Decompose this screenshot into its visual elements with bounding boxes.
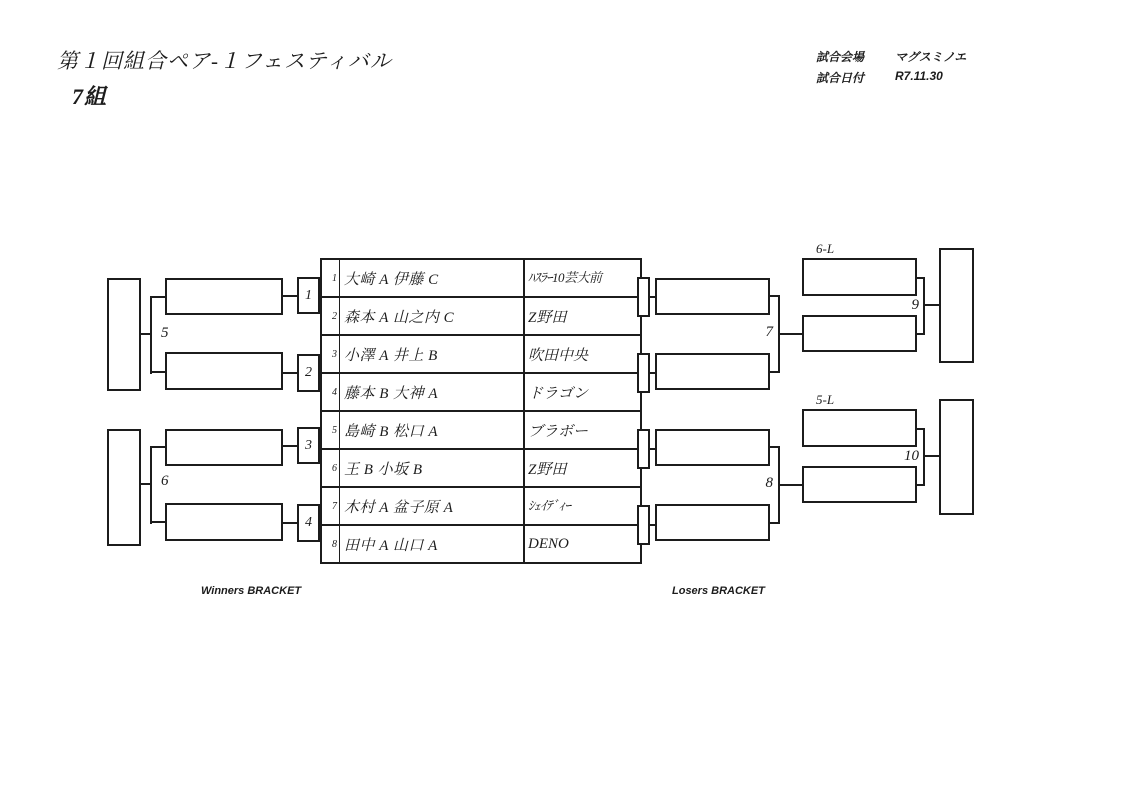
bracket-line [283,372,297,374]
group-label: 7組 [72,84,108,109]
pair-connector-rows-5-6 [637,429,650,469]
entry-club: Z野田 [524,449,641,487]
bracket-line [283,445,297,447]
bracket-line [150,446,152,524]
entry-no: 1 [321,259,340,297]
match-4-number: 4 [305,515,312,530]
match-3-box [297,427,320,464]
losers-slot-match7-b [655,353,770,390]
losers-final-slot-top [939,248,974,363]
pair-connector-rows-7-8 [637,505,650,545]
match-9-number: 9 [911,297,919,313]
venue-label: 試合会場 [816,50,865,64]
entry-row [321,259,641,297]
entry-club: ｼｪｲﾃﾞｨｰ [524,487,641,525]
entry-row [321,335,641,373]
entry-table [320,258,642,564]
entry-row [321,487,641,525]
entry-pair: 森本 A 山之内 C [340,297,525,335]
entry-pair: 田中 A 山口 A [340,525,525,563]
bracket-line [770,295,778,297]
bracket-line [923,277,925,335]
pair-connector-rows-3-4 [637,353,650,393]
match-3-number: 3 [305,437,312,453]
entry-no: 8 [321,525,340,563]
match-6-number: 6 [161,473,169,489]
entry-club: 吹田中央 [524,335,641,373]
entry-pair: 島崎 B 松口 A [340,411,525,449]
match-2-box [297,354,320,392]
losers-feed-6l-slot [802,258,917,296]
entry-club: DENO [524,525,641,563]
entry-no: 6 [321,449,340,487]
page-title: 第１回組合ペア-１フェスティバル [57,49,392,73]
entry-row [321,373,641,411]
losers-slot-match9-b [802,315,917,352]
bracket-line [923,428,925,486]
entry-pair: 藤本 B 大神 A [340,373,525,411]
bracket-line [770,446,778,448]
entry-pair: 王 B 小坂 B [340,449,525,487]
losers-slot-match8-a [655,429,770,466]
entry-club: ﾊｽﾗｰ10芸大前 [524,259,641,297]
winners-slot-match4-winner [165,503,283,541]
bracket-line [770,371,778,373]
match-7-number: 7 [765,324,773,340]
bracket-line [283,295,297,297]
bracket-line [925,304,939,306]
feed-6l-label: 6-L [816,241,835,256]
entry-pair: 木村 A 盆子原 A [340,487,525,525]
losers-slot-match8-b [655,504,770,541]
losers-bracket-label: Losers BRACKET [672,585,765,597]
bracket-line [150,296,152,374]
entry-row [321,411,641,449]
bracket-line [283,522,297,524]
bracket-line [152,371,165,373]
entry-row [321,525,641,563]
match-8-number: 8 [765,475,773,491]
winners-final-slot-bottom [107,429,141,546]
feed-5l-label: 5-L [816,392,835,407]
winners-bracket-label: Winners BRACKET [201,585,302,597]
losers-final-slot-bottom [939,399,974,515]
bracket-line [152,446,165,448]
winners-slot-match1-winner [165,278,283,315]
winners-slot-match2-winner [165,352,283,390]
match-5-number: 5 [161,325,169,341]
entry-club: ドラゴン [524,373,641,411]
entry-no: 5 [321,411,340,449]
match-4-box [297,504,320,542]
entry-no: 2 [321,297,340,335]
entry-club: Z野田 [524,297,641,335]
entry-club: ブラボー [524,411,641,449]
entry-no: 3 [321,335,340,373]
entry-no: 7 [321,487,340,525]
bracket-line [152,296,165,298]
bracket-line [152,521,165,523]
match-1-number: 1 [305,287,312,303]
losers-feed-5l-slot [802,409,917,447]
bracket-line [780,484,802,486]
bracket-line [780,333,802,335]
entry-pair: 大崎 A 伊藤 C [340,259,525,297]
match-1-box [297,277,320,314]
entry-no: 4 [321,373,340,411]
entry-pair: 小澤 A 井上 B [340,335,525,373]
bracket-line [770,522,778,524]
bracket-line [925,455,939,457]
pair-connector-rows-1-2 [637,277,650,317]
winners-slot-match3-winner [165,429,283,466]
match-2-number: 2 [305,365,312,380]
match-10-number: 10 [904,448,919,464]
date-label: 試合日付 [816,71,865,85]
winners-final-slot-top [107,278,141,391]
date-value: R7.11.30 [895,69,943,83]
losers-slot-match7-a [655,278,770,315]
entry-row [321,449,641,487]
entry-row [321,297,641,335]
venue-value: マグスミノエ [895,50,967,64]
losers-slot-match10-b [802,466,917,503]
